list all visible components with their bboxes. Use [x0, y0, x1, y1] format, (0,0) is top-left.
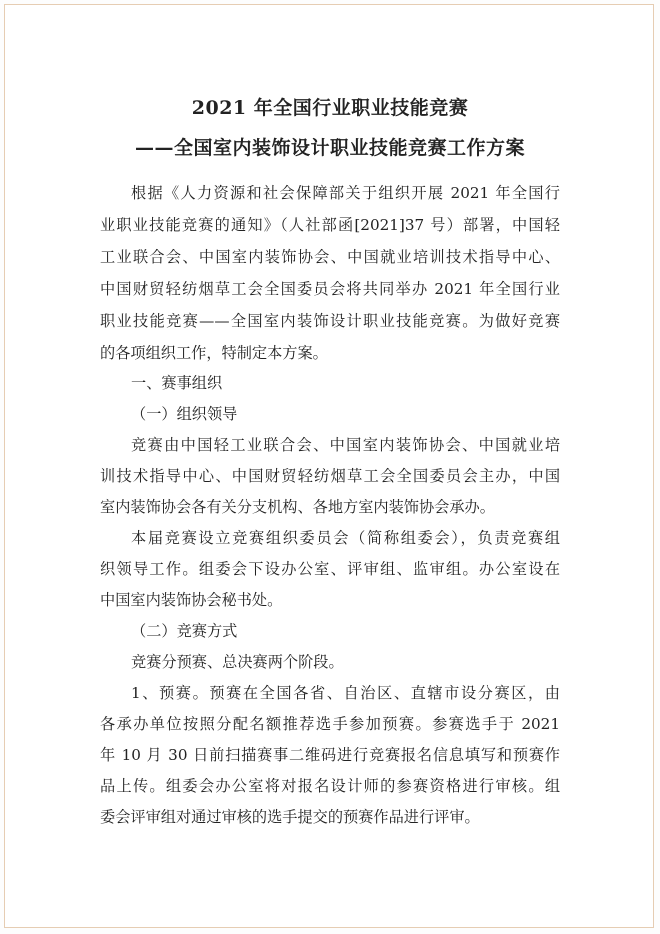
paragraph-line: 根据《人力资源和社会保障部关于组织开展 2021 年全国行 — [131, 184, 560, 202]
paragraph-line: 年 10 月 30 日前扫描赛事二维码进行竞赛报名信息填写和预赛作 — [100, 746, 560, 764]
document-subtitle: ——全国室内装饰设计职业技能竞赛工作方案 — [134, 137, 525, 159]
paragraph-line: 品上传。组委会办公室将对报名设计师的参赛资格进行审核。组 — [100, 777, 560, 795]
paragraph-line: 业职业技能竞赛的通知》（人社部函[2021]37 号）部署，中国轻 — [100, 216, 560, 234]
paragraph-line: 委会评审组对通过审核的选手提交的预赛作品进行评审。 — [100, 808, 480, 826]
document-title: 2021 年全国行业职业技能竞赛 — [191, 97, 469, 119]
paragraph-line: 训技术指导中心、中国财贸轻纺烟草工会全国委员会主办，中国 — [100, 467, 560, 485]
paragraph-line: 1、预赛。预赛在全国各省、自治区、直辖市设分赛区，由 — [131, 684, 560, 702]
paragraph-line: 竞赛分预赛、总决赛两个阶段。 — [131, 653, 344, 671]
paragraph-line: 职业技能竞赛——全国室内装饰设计职业技能竞赛。为做好竞赛 — [100, 312, 560, 330]
paragraph-line: 竞赛由中国轻工业联合会、中国室内装饰协会、中国就业培 — [131, 436, 560, 454]
paragraph-line: 各承办单位按照分配名额推荐选手参加预赛。参赛选手于 2021 — [100, 715, 560, 733]
paragraph-line: 的各项组织工作，特制定本方案。 — [100, 344, 328, 362]
paragraph-line: 中国室内装饰协会秘书处。 — [100, 591, 283, 609]
subsection-heading: （一）组织领导 — [131, 405, 238, 423]
paragraph-line: 工业联合会、中国室内装饰协会、中国就业培训技术指导中心、 — [100, 248, 560, 266]
section-heading: 一、赛事组织 — [131, 374, 223, 392]
paragraph-line: 中国财贸轻纺烟草工会全国委员会将共同举办 2021 年全国行业 — [100, 280, 560, 298]
paragraph-line: 室内装饰协会各有关分支机构、各地方室内装饰协会承办。 — [100, 498, 495, 516]
subsection-heading: （二）竞赛方式 — [131, 622, 238, 640]
paragraph-line: 织领导工作。组委会下设办公室、评审组、监审组。办公室设在 — [100, 560, 560, 578]
paragraph-line: 本届竞赛设立竞赛组织委员会（简称组委会），负责竞赛组 — [131, 529, 560, 547]
